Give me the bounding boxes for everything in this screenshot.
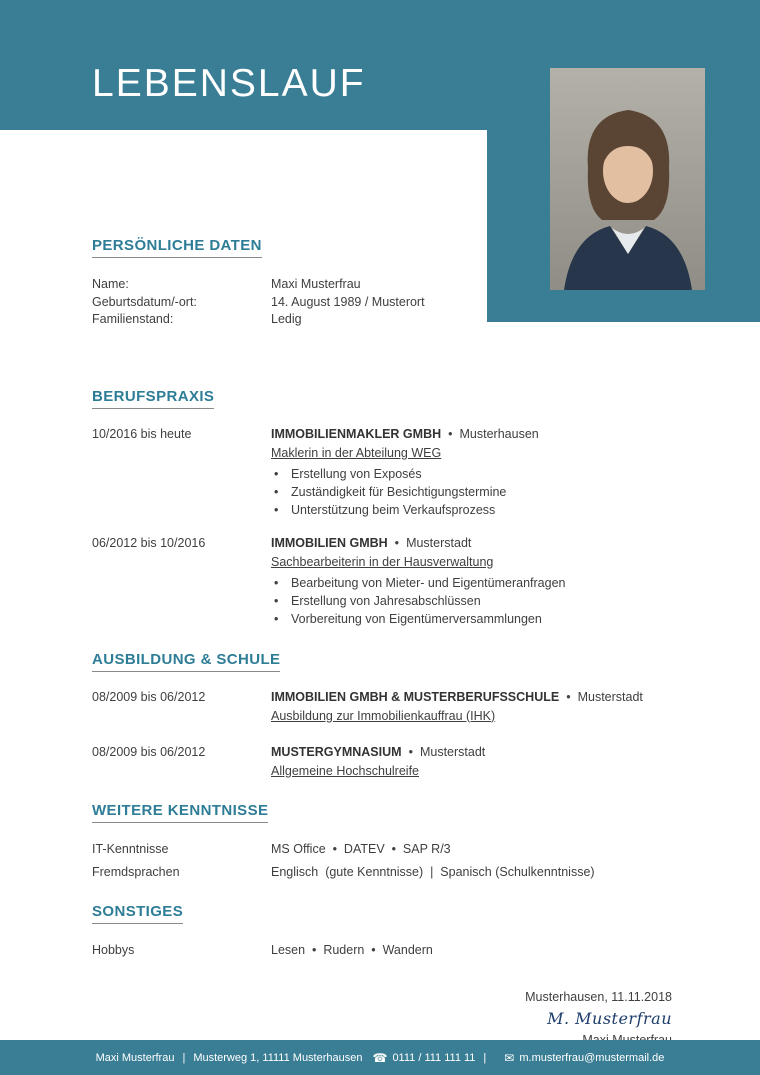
section-heading-personal: PERSÖNLICHE DATEN (92, 238, 262, 258)
bullet-item: • Erstellung von Jahresabschlüssen (271, 592, 672, 610)
school-name: IMMOBILIEN GMBH & MUSTERBERUFSSCHULE (271, 689, 560, 704)
bullet-item: • Bearbeitung von Mieter- und Eigentümeranfragen (271, 574, 672, 592)
bullet-item: • Vorbereitung von Eigentümerversammlungen (271, 610, 672, 628)
entry-body (271, 689, 672, 726)
footer-bar (0, 1040, 760, 1075)
section-heading-skills: WEITERE KENNTNISSE (92, 803, 268, 823)
experience-entry (92, 535, 672, 628)
school-location: Musterstadt (419, 744, 486, 759)
signoff-place-date: Musterhausen, 11.11.2018 (525, 989, 672, 1004)
school-name: MUSTERGYMNASIUM (271, 744, 402, 759)
company-location: Musterstadt (406, 535, 472, 550)
field-value: Lesen • Rudern • Wandern (271, 942, 433, 957)
entry-org-line (271, 744, 672, 761)
section-education-heading-row (92, 652, 672, 672)
entry-body (271, 744, 672, 781)
field-label: Geburtsdatum/-ort: (92, 294, 197, 309)
experience-bullets (271, 574, 672, 628)
section-heading-education: AUSBILDUNG & SCHULE (92, 652, 280, 672)
section-skills-heading-row (92, 803, 672, 823)
personal-row-name (92, 276, 672, 294)
handwritten-signature: M. Musterfrau (547, 1008, 672, 1028)
footer-name: Maxi Musterfrau (95, 1051, 175, 1064)
job-title: Sachbearbeiterin in der Hausverwaltung (271, 554, 494, 569)
field-label: Hobbys (92, 942, 135, 957)
entry-date: 08/2009 bis 06/2012 (92, 689, 206, 704)
section-misc-heading-row (92, 904, 672, 924)
field-value: 14. August 1989 / Musterort (271, 294, 425, 309)
entry-body (271, 535, 672, 628)
degree-title: Allgemeine Hochschulreife (271, 763, 419, 778)
entry-date: 10/2016 bis heute (92, 426, 192, 441)
bullet-item: • Unterstützung beim Verkaufsprozess (271, 501, 672, 519)
dot-separator: • (408, 744, 413, 759)
skills-row-languages (92, 861, 672, 884)
bullet-item: • Zuständigkeit für Besichtigungstermine (271, 483, 672, 501)
dot-separator: • (566, 689, 571, 704)
field-value: Englisch (gute Kenntnisse) | Spanisch (Schulkenntnisse) (271, 864, 595, 879)
field-label: Name: (92, 277, 129, 291)
company-location: Musterhausen (459, 426, 539, 441)
entry-org-line (271, 689, 672, 706)
footer-email: m.musterfrau@mustermail.de (519, 1051, 665, 1064)
company-name: IMMOBILIENMAKLER GMBH (271, 426, 442, 441)
footer-phone: 0111 / 111 111 11 (392, 1051, 476, 1064)
page-title: LEBENSLAUF (92, 62, 366, 105)
entry-body (271, 426, 672, 519)
entry-date: 06/2012 bis 10/2016 (92, 535, 206, 550)
personal-row-status (92, 311, 672, 329)
bullet-item: • Erstellung von Exposés (271, 465, 672, 483)
field-value: Maxi Musterfrau (271, 277, 361, 291)
field-value: MS Office • DATEV • SAP R/3 (271, 841, 451, 856)
school-location: Musterstadt (577, 689, 643, 704)
footer-address: Musterweg 1, 11111 Musterhausen (193, 1051, 363, 1064)
entry-date: 08/2009 bis 06/2012 (92, 744, 206, 759)
field-label: Familienstand: (92, 312, 174, 326)
footer-separator: | (483, 1051, 487, 1064)
phone-icon: ☎ (372, 1050, 388, 1065)
dot-separator: • (394, 535, 400, 550)
dot-separator: • (448, 426, 453, 441)
education-entry (92, 689, 672, 726)
section-heading-experience: BERUFSPRAXIS (92, 389, 214, 409)
degree-title: Ausbildung zur Immobilienkauffrau (IHK) (271, 708, 496, 723)
field-label: IT-Kenntnisse (92, 841, 169, 856)
section-experience-heading-row (92, 389, 672, 409)
experience-bullets (271, 465, 672, 519)
skills-row-it (92, 838, 672, 861)
education-entry (92, 744, 672, 781)
job-title: Maklerin in der Abteilung WEG (271, 445, 442, 460)
entry-org-line (271, 535, 672, 552)
personal-row-birth (92, 294, 672, 312)
content-column (92, 0, 672, 1049)
section-heading-misc: SONSTIGES (92, 904, 183, 924)
misc-row-hobbies (92, 939, 672, 962)
experience-entry (92, 426, 672, 519)
field-value: Ledig (271, 312, 302, 326)
section-personal-heading-row (92, 238, 672, 258)
mail-icon: ✉ (504, 1050, 515, 1065)
company-name: IMMOBILIEN GMBH (271, 535, 388, 550)
entry-org-line (271, 426, 672, 443)
field-label: Fremdsprachen (92, 864, 180, 879)
footer-separator: | (182, 1051, 186, 1064)
